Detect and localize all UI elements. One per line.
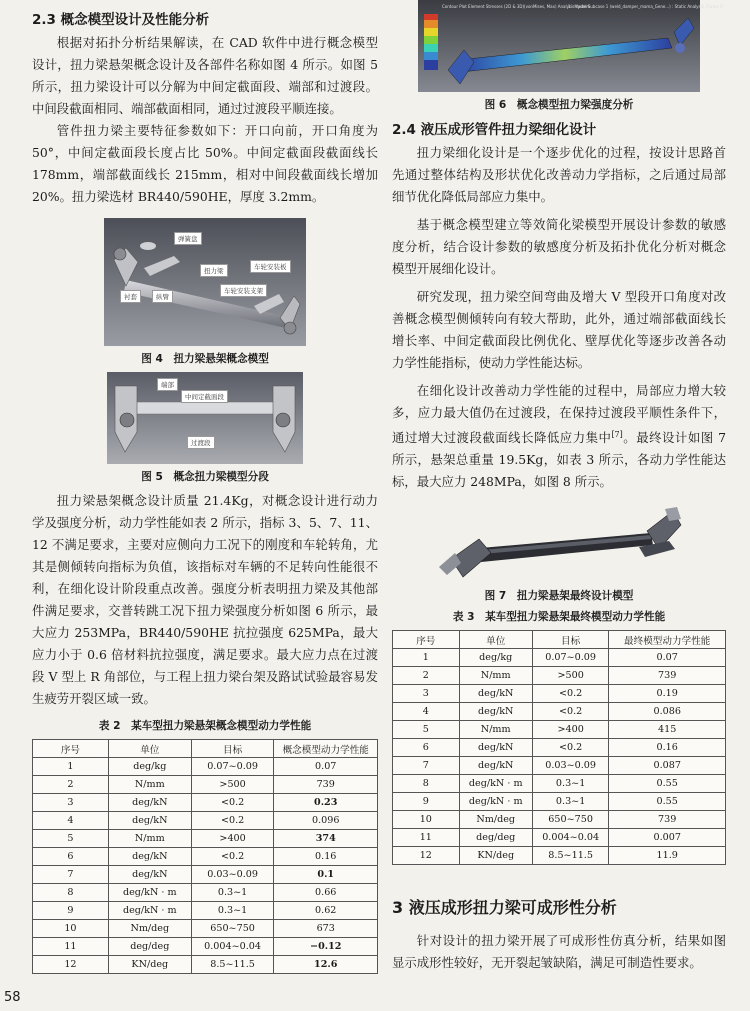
figure-5 xyxy=(107,372,303,464)
table-3-cell: 0.004~0.04 xyxy=(532,829,609,847)
table-3-cell: 11 xyxy=(393,829,460,847)
table-3-cell: deg/kN xyxy=(459,703,532,721)
table-3-cell: 650~750 xyxy=(532,811,609,829)
table-3-cell: 1 xyxy=(393,649,460,667)
table-3-cell: 0.087 xyxy=(609,757,726,775)
figure-6-image xyxy=(418,0,723,92)
table-2-cell: deg/kN xyxy=(108,848,191,866)
table-3-cell: deg/deg xyxy=(459,829,532,847)
table-2-header: 序号 xyxy=(33,740,109,758)
table-2-cell: N/mm xyxy=(108,776,191,794)
table-2-row xyxy=(33,866,378,884)
table-2 xyxy=(32,739,378,974)
table-3-cell: 6 xyxy=(393,739,460,757)
table-3-cell: 0.07 xyxy=(609,649,726,667)
figure-4-label-spring-seat: 弹簧盘 xyxy=(174,232,202,245)
table-3-cell: 0.19 xyxy=(609,685,726,703)
table-2-cell: 7 xyxy=(33,866,109,884)
figure-6 xyxy=(418,0,723,92)
table-2-cell: 1 xyxy=(33,758,109,776)
table-2-cell: 5 xyxy=(33,830,109,848)
table-3-cell: <0.2 xyxy=(532,703,609,721)
table-3-cell: deg/kN xyxy=(459,685,532,703)
table-3-cell: KN/deg xyxy=(459,847,532,865)
table-2-row xyxy=(33,884,378,902)
table-2-cell: 12.6 xyxy=(274,956,378,974)
section-2-4-paragraph-2: 基于概念模型建立等效简化梁模型开展设计参数的敏感度分析，结合设计参数的敏感度分析及拓扑优化分析对概念模型开展细化设计。 xyxy=(392,217,726,276)
section-2-4-paragraph-3: 研究发现，扭力梁空间弯曲及增大 V 型段开口角度对改善概念模型侧倾转向有较大帮助，此外，通过端部截面线长增长率、中间定截面段比例优化、壁厚优化等逐步改善各动力学性能指标，使动力学性能达标。 xyxy=(392,289,726,370)
table-3-cell: 0.3~1 xyxy=(532,775,609,793)
table-3-cell: 0.55 xyxy=(609,793,726,811)
table-3-cell: deg/kN · m xyxy=(459,775,532,793)
table-2-cell: −0.12 xyxy=(274,938,378,956)
table-3-header: 最终模型动力学性能 xyxy=(609,631,726,649)
table-3-cell: >400 xyxy=(532,721,609,739)
table-2-row xyxy=(33,902,378,920)
table-2-cell: deg/kN xyxy=(108,794,191,812)
table-2-cell: deg/kg xyxy=(108,758,191,776)
table-3-row xyxy=(393,667,726,685)
figure-6-caption: 图 6 概念模型扭力梁强度分析 xyxy=(484,99,634,111)
figure-4-label-bushing: 衬套 xyxy=(120,290,141,303)
table-3-cell: 10 xyxy=(393,811,460,829)
table-3-cell: <0.2 xyxy=(532,685,609,703)
table-3-header: 目标 xyxy=(532,631,609,649)
table-3-cell: <0.2 xyxy=(532,739,609,757)
table-2-cell: 739 xyxy=(274,776,378,794)
table-2-row xyxy=(33,938,378,956)
table-2-row xyxy=(33,794,378,812)
table-2-caption: 表 2 某车型扭力梁悬架概念模型动力学性能 xyxy=(98,720,312,732)
table-3-caption: 表 3 某车型扭力梁悬架最终模型动力学性能 xyxy=(452,611,666,624)
table-3-cell: deg/kN · m xyxy=(459,793,532,811)
table-2-cell: deg/kN · m xyxy=(108,884,191,902)
table-2-row xyxy=(33,920,378,938)
section-2-4-paragraph-4-b: 。最终设计如图 7 所示，悬架总重量 19.5Kg，如表 3 所示，各动力学性能达标，最大应力 248MPa，如图 8 所示。 xyxy=(392,430,726,490)
table-3-cell: 415 xyxy=(609,721,726,739)
table-3-row xyxy=(393,847,726,865)
table-2-cell: 0.16 xyxy=(274,848,378,866)
table-2-cell: 374 xyxy=(274,830,378,848)
figure-4-label-wheel-plate: 车轮安装板 xyxy=(250,260,291,273)
figure-7-image xyxy=(429,503,689,583)
table-3-cell: deg/kg xyxy=(459,649,532,667)
table-3-row xyxy=(393,775,726,793)
table-2-row xyxy=(33,830,378,848)
table-2-cell: N/mm xyxy=(108,830,191,848)
figure-5-label-transition: 过渡段 xyxy=(187,436,215,449)
table-2-cell: 4 xyxy=(33,812,109,830)
section-2-4-paragraph-4-a: 在细化设计改善动力学性能的过程中，局部应力增大较多，应力最大值仍在过渡段，在保持过渡段平顺性条件下，通过增大过渡段截面线长降低应力集中 xyxy=(392,383,726,446)
table-2-cell: 0.07~0.09 xyxy=(191,758,274,776)
table-3-header: 序号 xyxy=(393,631,460,649)
table-3-cell: 0.07~0.09 xyxy=(532,649,609,667)
table-3-cell: 0.3~1 xyxy=(532,793,609,811)
page-number: 58 xyxy=(4,990,21,1005)
table-3-cell: 2 xyxy=(393,667,460,685)
section-2-4-paragraph-1: 扭力梁细化设计是一个逐步优化的过程，按设计思路首先通过整体结构及形状优化改善动力学指标，之后通过局部细节优化降低局部应力集中。 xyxy=(392,145,726,204)
table-3-row xyxy=(393,721,726,739)
table-3-cell: deg/kN xyxy=(459,757,532,775)
section-2-3-paragraph-2: 管件扭力梁主要特征参数如下：开口向前，开口角度为 50°，中间定截面段长度占比 50%。中间定截面段截面线长 178mm，端部截面线长 215mm，相对中间段截面线长增加 20%。扭力梁选材 BR440/590HE，厚度 3.2mm。 xyxy=(32,123,378,204)
table-2-cell: 9 xyxy=(33,902,109,920)
table-3-cell: 8 xyxy=(393,775,460,793)
table-2-cell: KN/deg xyxy=(108,956,191,974)
table-2-cell: 11 xyxy=(33,938,109,956)
table-3-row xyxy=(393,703,726,721)
figure-4-caption: 图 4 扭力梁悬架概念模型 xyxy=(141,353,269,365)
table-2-cell: deg/kN xyxy=(108,866,191,884)
figure-7-caption: 图 7 扭力梁悬架最终设计模型 xyxy=(484,590,634,603)
table-2-cell: 0.004~0.04 xyxy=(191,938,274,956)
table-3-row xyxy=(393,685,726,703)
table-2-row xyxy=(33,848,378,866)
table-3-cell: 0.007 xyxy=(609,829,726,847)
table-3-cell: 739 xyxy=(609,667,726,685)
figure-6-header-right: 1 : Model Subcase 1 (weld_damper_mama_Gene...) : Static Analysis, Frame 0 xyxy=(568,4,723,9)
table-3-cell: Nm/deg xyxy=(459,811,532,829)
table-2-row xyxy=(33,776,378,794)
table-2-cell: 12 xyxy=(33,956,109,974)
table-2-cell: 0.66 xyxy=(274,884,378,902)
figure-5-caption: 图 5 概念扭力梁模型分段 xyxy=(141,471,269,483)
section-2-3-paragraph-3: 扭力梁悬架概念设计质量 21.4Kg，对概念设计进行动力学及强度分析，动力学性能如表 2 所示，指标 3、5、7、11、12 不满足要求，主要对应侧向力工况下的刚度和车轮转角，尤其是侧倾转向指标为负值，该指标对车辆的不足转向性能很不利，在细化设计阶段重点改善。强度分析表明扭力梁及其他部件满足要求，交普转跳工况下扭力梁强度分析如图 6 所示，最大应力 253MPa，BR440/590HE 抗拉强度 625MPa，最大应力小于 0.6 倍材料抗拉强度，满足要求。最大应力点在过渡段 V 型上 R 角部位，与工程上扭力梁台架及路试试验最容易发生疲劳开裂区域一致。 xyxy=(32,493,378,706)
figure-6-header-left: Contour Plot Element Stresses (2D & 3D)(vonMises, Max) Analysis system xyxy=(442,4,590,9)
table-2-cell: 0.096 xyxy=(274,812,378,830)
table-3 xyxy=(392,630,726,865)
figure-5-image xyxy=(107,372,303,464)
table-3-row xyxy=(393,757,726,775)
figure-4-image xyxy=(104,218,306,346)
right-column xyxy=(392,0,726,974)
table-3-cell: 0.03~0.09 xyxy=(532,757,609,775)
section-3-title: 3 液压成形扭力梁可成形性分析 xyxy=(392,898,617,918)
table-3-cell: 12 xyxy=(393,847,460,865)
table-2-cell: 0.3~1 xyxy=(191,902,274,920)
section-2-4-title: 2.4 液压成形管件扭力梁细化设计 xyxy=(392,122,597,138)
table-3-row xyxy=(393,649,726,667)
table-2-cell: 0.07 xyxy=(274,758,378,776)
table-2-row xyxy=(33,758,378,776)
table-3-cell: 3 xyxy=(393,685,460,703)
table-2-row xyxy=(33,956,378,974)
figure-4-label-wheel-bracket: 车轮安装支架 xyxy=(220,284,267,297)
table-3-cell: 8.5~11.5 xyxy=(532,847,609,865)
table-2-cell: 0.3~1 xyxy=(191,884,274,902)
table-2-cell: 10 xyxy=(33,920,109,938)
table-3-row xyxy=(393,811,726,829)
table-2-cell: 3 xyxy=(33,794,109,812)
table-2-cell: 0.03~0.09 xyxy=(191,866,274,884)
section-3-paragraph-1: 针对设计的扭力梁开展了可成形性仿真分析，结果如图显示成形性较好，无开裂起皱缺陷，满足可制造性要求。 xyxy=(392,933,726,971)
table-2-cell: 673 xyxy=(274,920,378,938)
citation-ref: [7] xyxy=(611,430,623,439)
table-2-cell: 0.62 xyxy=(274,902,378,920)
table-3-cell: 7 xyxy=(393,757,460,775)
table-3-header: 单位 xyxy=(459,631,532,649)
table-3-cell: 11.9 xyxy=(609,847,726,865)
figure-4-label-trailing-arm: 纵臂 xyxy=(152,290,173,303)
table-2-cell: Nm/deg xyxy=(108,920,191,938)
table-2-cell: 0.1 xyxy=(274,866,378,884)
table-2-row xyxy=(33,812,378,830)
figure-4-label-torsion-beam: 扭力梁 xyxy=(200,264,228,277)
figure-5-label-end: 端部 xyxy=(157,378,178,391)
table-3-row xyxy=(393,739,726,757)
table-3-cell: 739 xyxy=(609,811,726,829)
figure-7 xyxy=(429,503,689,583)
table-3-cell: 9 xyxy=(393,793,460,811)
table-2-cell: 2 xyxy=(33,776,109,794)
table-3-row xyxy=(393,829,726,847)
section-2-3-paragraph-1: 根据对拓扑分析结果解读，在 CAD 软件中进行概念模型设计，扭力梁悬架概念设计及各部件名称如图 4 所示。如图 5 所示，扭力梁设计可以分解为中间定截面段、端部和过渡段。中间段截面相同、端部截面相同，通过过渡段平顺连接。 xyxy=(32,35,378,116)
table-2-cell: <0.2 xyxy=(191,794,274,812)
section-2-4-paragraph-4 xyxy=(392,380,726,493)
table-2-cell: 0.23 xyxy=(274,794,378,812)
table-2-cell: <0.2 xyxy=(191,848,274,866)
table-2-header: 单位 xyxy=(108,740,191,758)
table-2-cell: 650~750 xyxy=(191,920,274,938)
table-3-cell: N/mm xyxy=(459,721,532,739)
table-3-cell: 0.16 xyxy=(609,739,726,757)
table-2-cell: deg/deg xyxy=(108,938,191,956)
table-2-cell: deg/kN · m xyxy=(108,902,191,920)
figure-5-label-middle: 中间定截面段 xyxy=(181,390,228,403)
figure-4 xyxy=(104,218,306,346)
table-2-cell: <0.2 xyxy=(191,812,274,830)
table-2-header: 概念模型动力学性能 xyxy=(274,740,378,758)
table-3-cell: N/mm xyxy=(459,667,532,685)
left-column xyxy=(32,8,378,974)
table-2-header: 目标 xyxy=(191,740,274,758)
section-2-3-title: 2.3 概念模型设计及性能分析 xyxy=(32,12,210,28)
table-3-cell: 5 xyxy=(393,721,460,739)
table-2-cell: 8 xyxy=(33,884,109,902)
table-2-cell: 8.5~11.5 xyxy=(191,956,274,974)
table-3-cell: 0.55 xyxy=(609,775,726,793)
table-2-cell: deg/kN xyxy=(108,812,191,830)
table-3-cell: 0.086 xyxy=(609,703,726,721)
table-3-cell: 4 xyxy=(393,703,460,721)
table-3-row xyxy=(393,793,726,811)
table-3-cell: >500 xyxy=(532,667,609,685)
table-2-cell: 6 xyxy=(33,848,109,866)
table-3-cell: deg/kN xyxy=(459,739,532,757)
table-2-cell: >400 xyxy=(191,830,274,848)
table-2-cell: >500 xyxy=(191,776,274,794)
